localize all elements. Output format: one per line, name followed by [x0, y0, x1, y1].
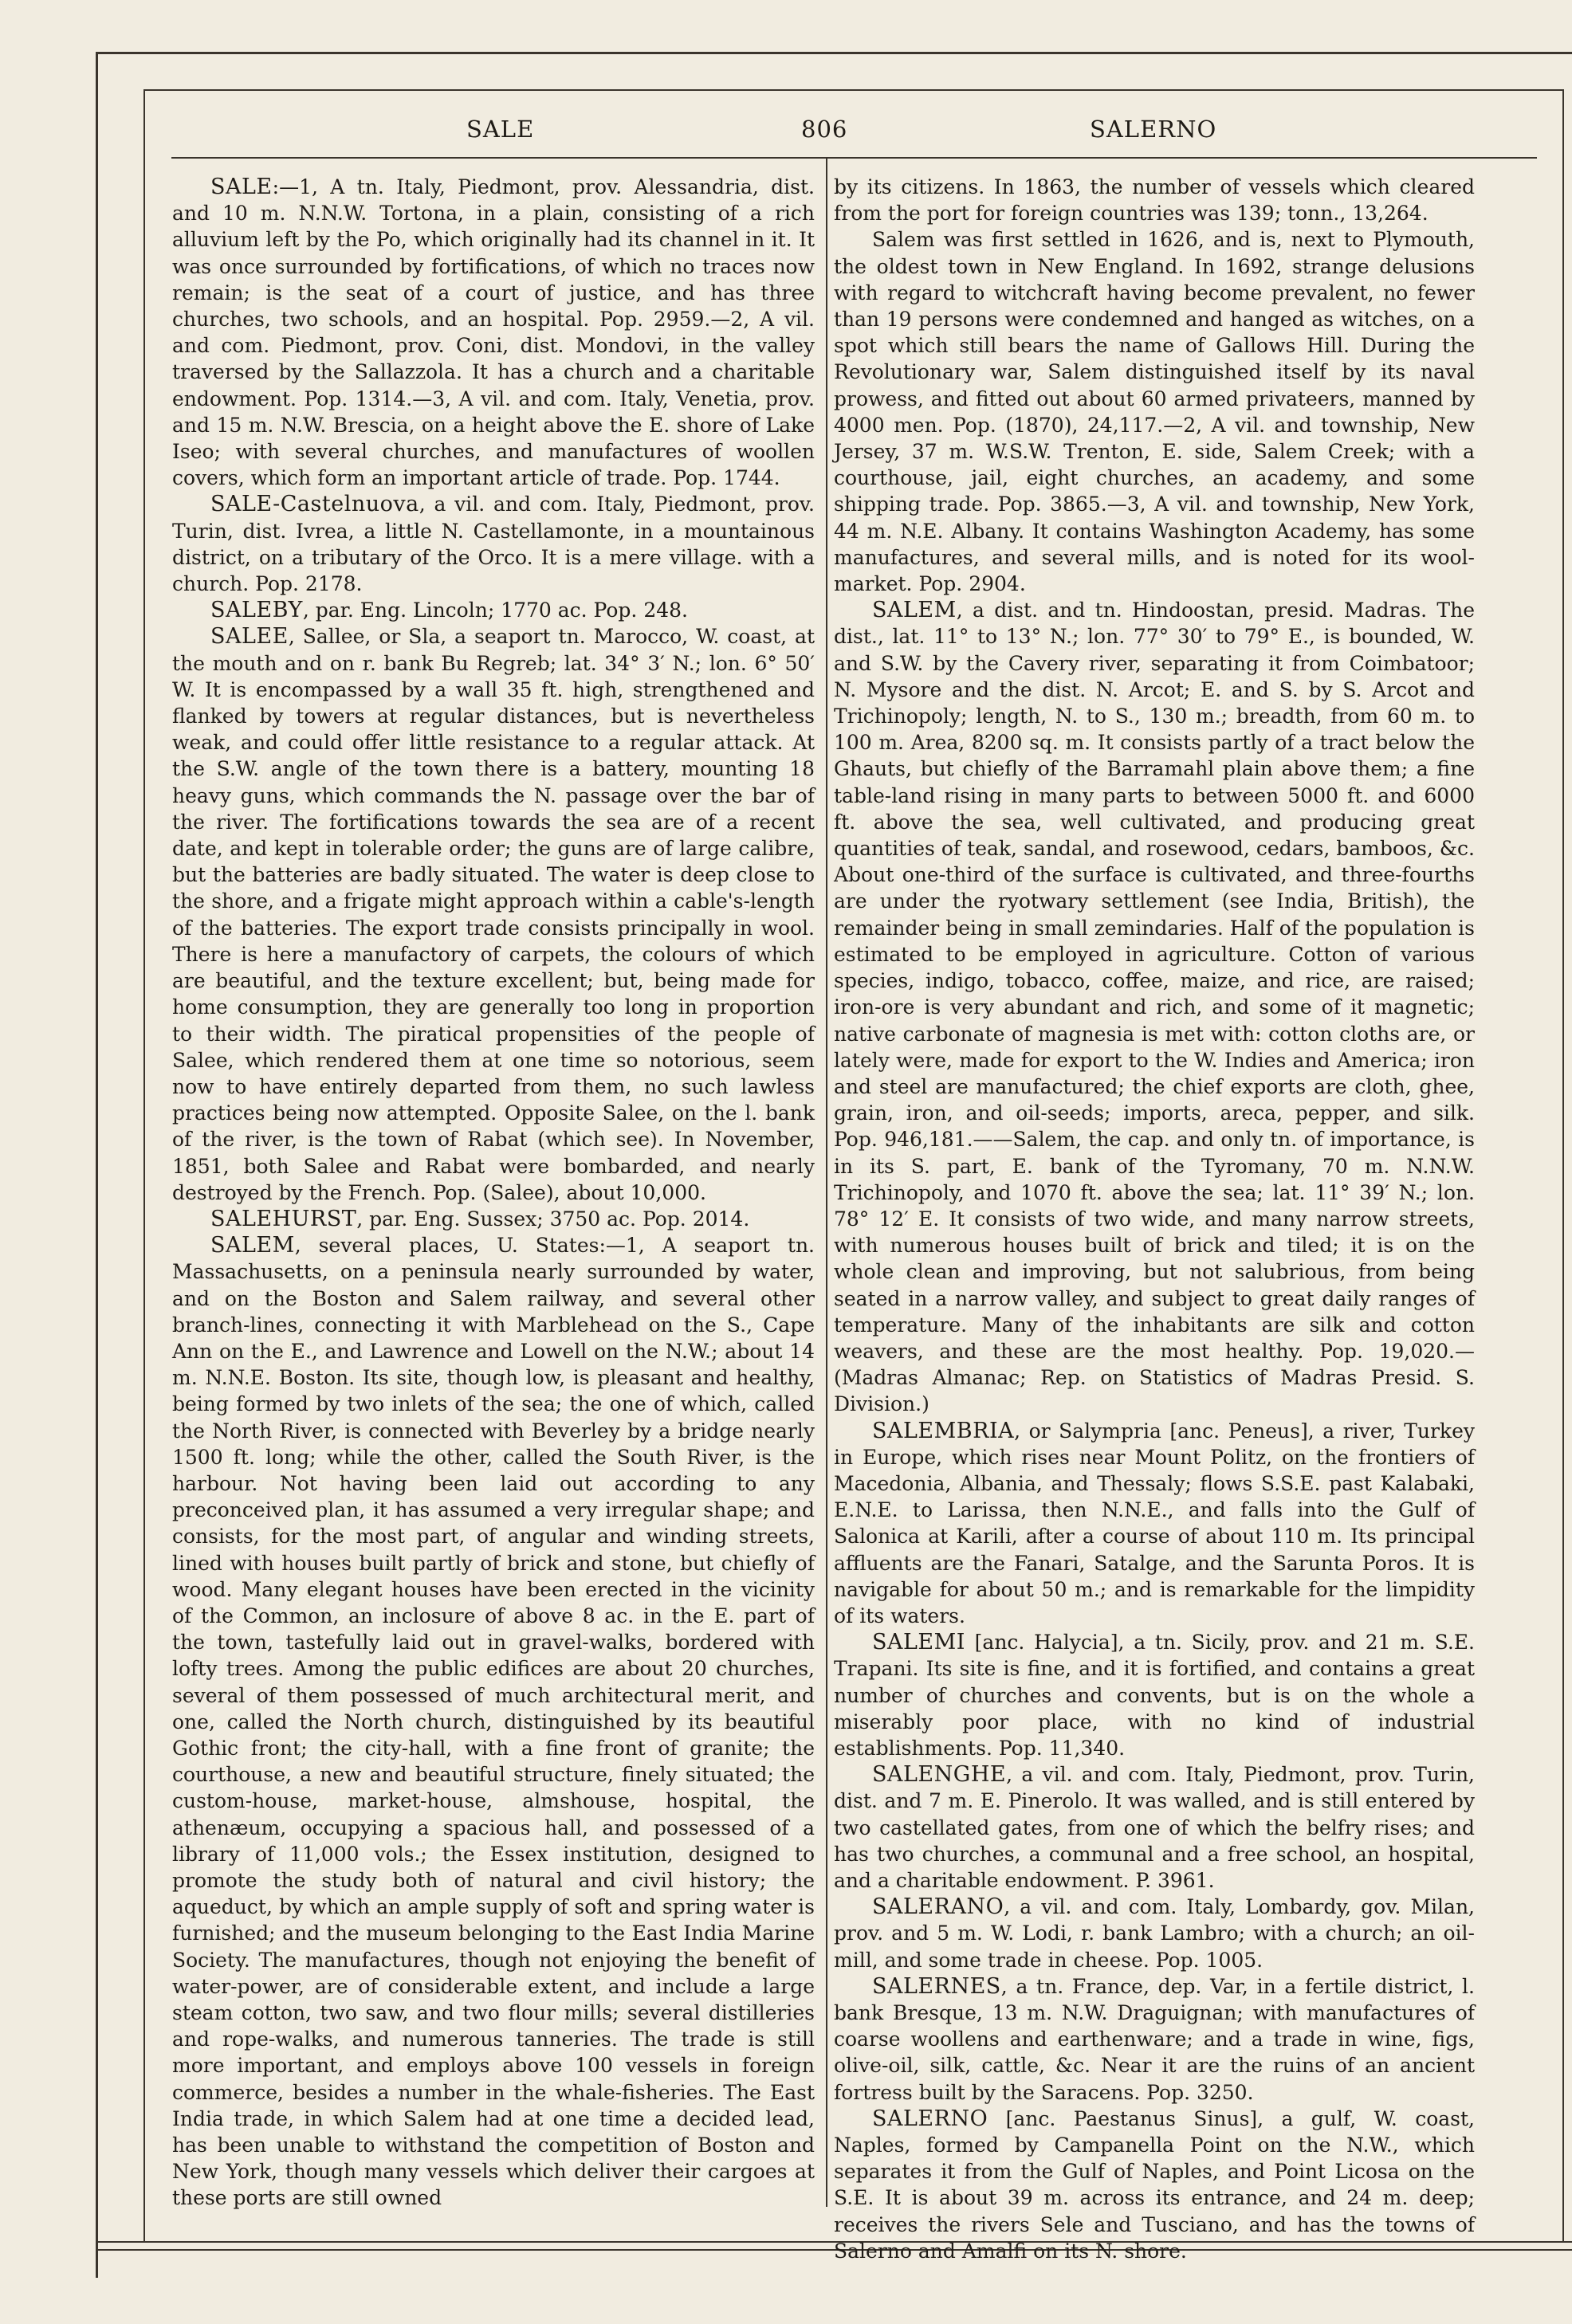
- entry-headword: SALEMBRIA: [872, 1418, 1015, 1443]
- entry-text: , several places, U. States:—1, A seaport tn. Massachusetts, on a peninsula nearly surrounded by water, and on the Boston and Salem railway, and several other branch-lines, connecting it with Marblehead on the S., Cape Ann on the E., and Lawrence and Lowell on the N.W.; about 14 m. N.N.E. Boston. Its site, though low, is pleasant and healthy, being formed by two inlets of the sea; the one of which, called the North River, is connected with Beverley by a bridge nearly 1500 ft. long; while the other, called the South River, is the harbour. Not having been laid out according to any preconceived plan, it has assumed a very irregular shape; and consists, for the most part, of angular and winding streets, lined with houses built partly of brick and stone, but chiefly of wood. Many elegant houses have been erected in the vicinity of the Common, an inclosure of above 8 ac. in the E. part of the town, tastefully laid out in gravel-walks, bordered with lofty trees. Among the public edifices are about 20 churches, several of them possessed of much architectural merit, and one, called the North church, distinguished by its beautiful Gothic front; the city-hall, with a fine front of granite; the courthouse, a new and beautiful structure, finely situated; the custom-house, market-house, almshouse, hospital, the athenæum, occupying a spacious hall, and possessed of a library of 11,000 vols.; the Essex institution, designed to promote the study both of natural and civil history; the aqueduct, by which an ample supply of soft and spring water is furnished; and the museum belonging to the East India Marine Society. The manufactures, though not enjoying the benefit of water-power, are of considerable extent, and include a large steam cotton, two saw, and two flour mills; several distilleries and rope-walks, and numerous tanneries. The trade is still more important, and employs above 100 vessels in foreign commerce, besides a number in the whale-fisheries. The East India trade, in which Salem had at one time a decided lead, has been unable to withstand the competition of Boston and New York, though many vessels which deliver their cargoes at these ports are still owned: [172, 1234, 815, 2210]
- entry-headword: SALEM: [872, 598, 957, 623]
- entry-headword: SALERNO: [872, 2106, 988, 2131]
- dictionary-entry: [172, 623, 815, 1205]
- entry-text: , a vil. and com. Italy, Piedmont, prov. Turin, dist. Ivrea, a little N. Castellamonte, in a mountainous district, on a tributary of the Orco. It is a mere village. with a church. Pop. 2178.: [172, 493, 815, 596]
- entry-text: , a vil. and com. Italy, Lombardy, gov. Milan, prov. and 5 m. W. Lodi, r. bank Lambro; with a church; an oil-mill, and some trade in cheese. Pop. 1005.: [834, 1895, 1475, 1972]
- entry-text: [anc. Halycia], a tn. Sicily, prov. and 21 m. S.E. Trapani. Its site is fine, and it is fortified, and contains a great number of churches and convents, but is on the whole a miserably poor place, with no kind of industrial establishments. Pop. 11,340.: [834, 1631, 1475, 1760]
- header-left-word: SALE: [466, 116, 535, 143]
- entry-text: , Sallee, or Sla, a seaport tn. Marocco, W. coast, at the mouth and on r. bank Bu Regreb; lat. 34° 3′ N.; lon. 6° 50′ W. It is encompassed by a wall 35 ft. high, strengthened and flanked by towers at regular distances, but is nevertheless weak, and could offer little resistance to a regular attack. At the S.W. angle of the town there is a battery, mounting 18 heavy guns, which commands the N. passage over the bar of the river. The fortifications towards the sea are of a recent date, and kept in tolerable order; the guns are of large calibre, but the batteries are badly situated. The water is deep close to the shore, and a frigate might approach within a cable's-length of the batteries. The export trade consists principally in wool. There is here a manufactory of carpets, the colours of which are beautiful, and the texture excellent; but, being made for home consumption, they are generally too long in proportion to their width. The piratical propensities of the people of Salee, which rendered them at one time so notorious, seem now to have entirely departed from them, no such lawless practices being now attempted. Opposite Salee, on the l. bank of the river, is the town of Rabat (which see). In November, 1851, both Salee and Rabat were bombarded, and nearly destroyed by the French. Pop. (Salee), about 10,000.: [172, 625, 815, 1204]
- entry-headword: SALEE: [210, 624, 289, 650]
- dictionary-entry: [834, 1894, 1475, 1973]
- entry-text: [anc. Paestanus Sinus], a gulf, W. coast, Naples, formed by Campanella Point on the N.W., which separates it from the Gulf of Naples, and Point Licosa on the S.E. It is about 39 m. across its entrance, and 24 m. deep; receives the rivers Sele and Tusciano, and has the towns of Salerno and Amalfi on its N. shore.: [834, 2106, 1475, 2263]
- entry-text: Salem was first settled in 1626, and is, next to Plymouth, the oldest town in New England. In 1692, strange delusions with regard to witchcraft having become prevalent, no fewer than 19 persons were condemned and hanged as witches, on a spot which still bears the name of Gallows Hill. During the Revolutionary war, Salem distinguished itself by its naval prowess, and fitted out about 60 armed privateers, manned by 4000 men. Pop. (1870), 24,117.—2, A vil. and township, New Jersey, 37 m. W.S.W. Trenton, E. side, Salem Creek; with a courthouse, jail, eight churches, an academy, and some shipping trade. Pop. 3865.—3, A vil. and township, New York, 44 m. N.E. Albany. It contains Washington Academy, has some manufactures, and several mills, and is noted for its wool-market. Pop. 2904.: [834, 228, 1475, 596]
- dictionary-entry: [834, 597, 1475, 1417]
- dictionary-entry: [172, 174, 815, 491]
- entry-text: , a vil. and com. Italy, Piedmont, prov. Turin, dist. and 7 m. E. Pinerolo. It was walled, and is still entered by two castellated gates, from one of which the belfry rises; and has two churches, a communal and a free school, an hospital, and a charitable endowment. P. 3961.: [834, 1763, 1475, 1892]
- entry-headword: SALE-Castelnuova: [210, 492, 419, 517]
- running-header: [171, 116, 1537, 147]
- entry-headword: SALERANO: [872, 1894, 1004, 1920]
- header-right-word: SALERNO: [1090, 116, 1217, 143]
- entry-text: , par. Eng. Sussex; 3750 ac. Pop. 2014.: [356, 1207, 750, 1231]
- dictionary-entry: [834, 1973, 1475, 2106]
- entry-headword: SALERNES: [872, 1973, 1001, 1999]
- column-divider: [826, 159, 827, 2207]
- dictionary-entry: [834, 1629, 1475, 1761]
- page-number: 806: [801, 116, 848, 143]
- entry-headword: SALEHURST: [210, 1206, 357, 1231]
- dictionary-entry: [172, 597, 815, 623]
- entry-text: , a dist. and tn. Hindoostan, presid. Madras. The dist., lat. 11° to 13° N.; lon. 77° 30′ to 79° E., is bounded, W. and S.W. by the Cavery river, separating it from Coimbatoor; N. Mysore and the dist. N. Arcot; E. and S. by S. Arcot and Trichinopoly; length, N. to S., 130 m.; breadth, from 60 m. to 100 m. Area, 8200 sq. m. It consists partly of a tract below the Ghauts, but chiefly of the Barramahl plain above them; a fine table-land rising in many parts to between 5000 ft. and 6000 ft. above the sea, well cultivated, and producing great quantities of teak, sandal, and rosewood, cedars, bamboos, &c. About one-third of the surface is cultivated, and three-fourths are under the ryotwary settlement (see India, British), the remainder being in small zemindaries. Half of the population is estimated to be employed in agriculture. Cotton of various species, indigo, tobacco, coffee, maize, and rice, are raised; iron-ore is very abundant and rich, and some of it magnetic; native carbonate of magnesia is met with: cotton cloths are, or lately were, made for export to the W. Indies and America; iron and steel are manufactured; the chief exports are cloth, ghee, grain, iron, and oil-seeds; imports, areca, pepper, and silk. Pop. 946,181.——Salem, the cap. and only tn. of importance, is in its S. part, E. bank of the Tyromany, 70 m. N.N.W. Trichinopoly, and 1070 ft. above the sea; lat. 11° 39′ N.; lon. 78° 12′ E. It consists of two wide, and many narrow streets, with numerous houses built of brick and tiled; it is on the whole clean and improving, but not salubrious, from being seated in a narrow valley, and subject to great daily ranges of temperature. Many of the inhabitants are silk and cotton weavers, and these are the most healthy. Pop. 19,020.—(Madras Almanac; Rep. on Statistics of Madras Presid. S. Division.): [834, 599, 1475, 1416]
- entry-text: , or Salympria [anc. Peneus], a river, Turkey in Europe, which rises near Mount Politz, on the frontiers of Macedonia, Albania, and Thessaly; flows S.S.E. past Kalabaki, E.N.E. to Larissa, then N.N.E., and falls into the Gulf of Salonica at Karili, after a course of about 110 m. Its principal affluents are the Fanari, Satalge, and the Sarunta Poros. It is navigable for about 50 m.; and is remarkable for the limpidity of its waters.: [834, 1419, 1475, 1627]
- dictionary-entry: [172, 1206, 815, 1232]
- dictionary-entry: [834, 1418, 1475, 1630]
- entry-headword: SALENGHE: [872, 1762, 1007, 1788]
- entry-headword: SALEBY: [210, 598, 303, 623]
- dictionary-entry: [172, 491, 815, 597]
- dictionary-entry: [834, 1761, 1475, 1894]
- entry-headword: SALEMI: [872, 1630, 965, 1655]
- entry-headword: SALE: [210, 175, 273, 199]
- entry-headword: SALEM: [210, 1233, 295, 1258]
- header-rule: [171, 157, 1537, 159]
- entry-text: :—1, A tn. Italy, Piedmont, prov. Alessandria, dist. and 10 m. N.N.W. Tortona, in a plain, consisting of a rich alluvium left by the Po, which originally had its channel in it. It was once surrounded by fortifications, of which no traces now remain; is the seat of a court of justice, and has three churches, two schools, and an hospital. Pop. 2959.—2, A vil. and com. Piedmont, prov. Coni, dist. Mondovi, in the valley traversed by the Sallazzola. It has a church and a charitable endowment. Pop. 1314.—3, A vil. and com. Italy, Venetia, prov. and 15 m. N.W. Brescia, on a height above the E. shore of Lake Iseo; with several churches, and manufactures of woollen covers, which form an important article of trade. Pop. 1744.: [172, 175, 815, 490]
- dictionary-entry: [834, 2106, 1475, 2264]
- entry-text: , par. Eng. Lincoln; 1770 ac. Pop. 248.: [302, 599, 688, 622]
- dictionary-entry: [834, 226, 1475, 597]
- entry-text: by its citizens. In 1863, the number of vessels which cleared from the port for foreign countries was 139; tonn., 13,264.: [834, 175, 1475, 226]
- entry-text: , a tn. France, dep. Var, in a fertile district, l. bank Bresque, 13 m. N.W. Draguignan; with manufactures of coarse woollens and earthenware; and a trade in wine, figs, olive-oil, silk, cattle, &c. Near it are the ruins of an ancient fortress built by the Saracens. Pop. 3250.: [834, 1974, 1475, 2104]
- left-column: [172, 174, 815, 2212]
- dictionary-entry: [172, 1232, 815, 2212]
- right-column: [834, 174, 1475, 2264]
- dictionary-entry: [834, 174, 1475, 226]
